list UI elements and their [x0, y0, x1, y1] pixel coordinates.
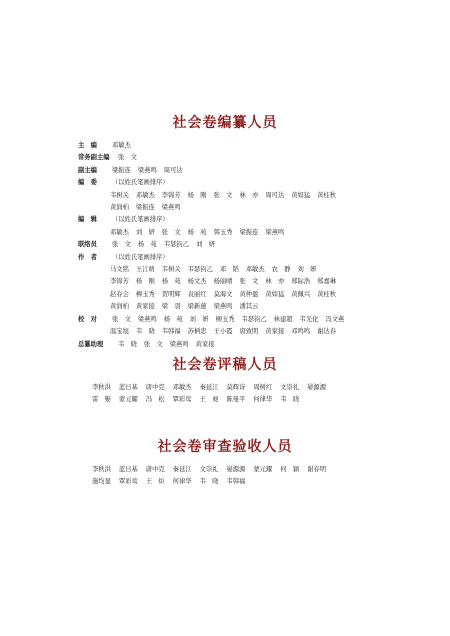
person-name: 梁振连 — [135, 204, 155, 212]
person-name: 杨 苑 — [161, 278, 181, 286]
person-name: 秦延江 — [172, 466, 192, 473]
person-name: 刘 妍 — [135, 228, 155, 236]
person-name: 黄家接 — [195, 340, 215, 348]
person-name: 黄桂秋 — [317, 191, 337, 199]
name-group — [112, 314, 378, 326]
person-name: 贺明辉 — [161, 290, 181, 298]
person-name: 王 炬 — [145, 478, 165, 486]
person-name: 蓝日基 — [118, 466, 138, 473]
role-row-liaison — [78, 239, 378, 251]
person-name: 苏柄忠 — [187, 328, 207, 336]
person-name: 韦树关 — [161, 266, 181, 274]
section-title-acceptance-staff: 社会卷审查验收人员 — [157, 439, 293, 455]
sort-note: （以姓氏笔画排序） — [112, 179, 169, 187]
person-name: 何律华 — [253, 396, 273, 404]
role-label: 联络员 — [78, 241, 97, 249]
person-name: 林 亦 — [239, 191, 259, 199]
person-name: 刘 妍 — [195, 241, 215, 249]
person-name: 覃彩鸾 — [118, 478, 138, 486]
person-name: 韦瑟钧乙 — [241, 315, 267, 323]
person-name: 周树红 — [253, 384, 273, 391]
person-name: 邓敏杰 — [110, 228, 129, 236]
person-name: 文崇礼 — [280, 384, 300, 391]
person-name: 农 静 — [271, 266, 291, 274]
role-label: 编 委 — [78, 179, 97, 187]
name-group — [92, 394, 382, 406]
name-group — [118, 339, 378, 351]
person-name: 柳玉秀 — [215, 315, 235, 323]
person-name: 刘 妍 — [297, 266, 317, 274]
person-name: 温宝旭 — [110, 328, 129, 336]
person-name: 李锦芳 — [110, 278, 129, 286]
sort-note: （以姓氏笔画排序） — [112, 216, 169, 224]
name-group — [78, 227, 378, 239]
role-label: 作 者 — [78, 253, 97, 261]
person-name: 黄家接 — [135, 303, 155, 311]
section-title-editorial-staff: 社会卷编纂人员 — [172, 115, 278, 131]
person-name: 邓敏杰 — [245, 266, 265, 274]
person-name: 韦瑟钧乙 — [163, 241, 189, 249]
person-name: 雷 娶 — [92, 396, 111, 404]
role-row-chief-editor — [78, 140, 378, 152]
person-name: 文崇礼 — [199, 466, 219, 473]
role-label: 副主编 — [78, 166, 97, 174]
person-name: 王小霞 — [213, 328, 233, 336]
person-name: 覃彩鸾 — [172, 396, 192, 404]
name-group — [78, 276, 378, 288]
role-row-authors — [78, 252, 378, 264]
person-name: 马文铭 — [110, 266, 129, 274]
person-name: 林 亦 — [265, 278, 285, 286]
person-name: 张 文 — [213, 191, 233, 199]
person-name: 邓敏杰 — [135, 191, 155, 199]
person-name: 施均显 — [92, 478, 111, 486]
name-group — [78, 264, 378, 276]
person-name: 刘 妍 — [189, 315, 209, 323]
role-row-editors — [78, 214, 378, 226]
person-name: 梁燕鸣 — [161, 204, 181, 212]
person-name: 柳玉秀 — [135, 290, 155, 298]
person-name: 韦 晓 — [135, 328, 155, 336]
person-name: 林建超 — [273, 315, 293, 323]
person-name: 韦 晓 — [280, 396, 300, 404]
name-group — [92, 464, 382, 476]
person-name: 韦 晓 — [199, 478, 219, 486]
person-name: 陈曼平 — [226, 396, 246, 404]
person-name: 杨 刚 — [135, 278, 155, 286]
person-name: 蓝日基 — [118, 384, 138, 391]
person-name: 梁燕鸣 — [137, 315, 157, 323]
person-name: 赵春会 — [110, 290, 129, 298]
person-name: 秦延江 — [199, 384, 219, 391]
person-name: 韦 晓 — [118, 340, 137, 348]
person-name: 谢春明 — [307, 466, 327, 473]
person-name: 韦光化 — [299, 315, 319, 323]
person-name: 韩玉秀 — [213, 228, 233, 236]
person-name: 韦韩福 — [226, 478, 246, 486]
name-group — [92, 476, 382, 488]
person-name: 杨丽晴 — [213, 278, 233, 286]
person-name: 周可达 — [265, 191, 285, 199]
name-group — [92, 382, 382, 394]
person-name: 袁丽红 — [187, 290, 207, 298]
person-name: 何 颖 — [280, 466, 300, 473]
role-label: 主 编 — [78, 142, 97, 149]
person-name: 周可达 — [163, 166, 183, 174]
person-name: 邓敏杰 — [172, 384, 192, 391]
person-name: 梁振连 — [239, 228, 259, 236]
person-name: 唐中克 — [145, 466, 165, 473]
person-name: 邓敏杰 — [112, 142, 131, 149]
role-row-committee — [78, 177, 378, 189]
person-name: 韦树关 — [110, 191, 129, 199]
name-group — [78, 301, 378, 313]
person-name: 冯 松 — [145, 396, 165, 404]
person-name: 冯文燕 — [325, 315, 345, 323]
person-name: 李秋洪 — [92, 384, 111, 391]
person-name: 梁燕鸣 — [137, 166, 157, 174]
person-name: 邓鸣鸣 — [291, 328, 311, 336]
person-name: 郑嘉琳 — [317, 278, 337, 286]
person-name: 黄仲盈 — [239, 290, 259, 298]
person-name: 韦瑟钧乙 — [187, 266, 213, 274]
person-name: 蒙元耀 — [253, 466, 273, 473]
name-group — [78, 202, 378, 214]
role-row-proofreaders — [78, 314, 378, 326]
name-group — [118, 152, 378, 164]
person-name: 蒙元耀 — [118, 396, 138, 404]
person-name: 梁燕鸣 — [213, 303, 233, 311]
name-group — [112, 140, 378, 152]
review-staff-list — [92, 382, 382, 406]
person-name: 莫海文 — [213, 290, 233, 298]
person-name: 张 文 — [118, 154, 137, 162]
person-name: 梁燕鸣 — [265, 228, 285, 236]
section-title-review-staff: 社会卷评稿人员 — [172, 357, 278, 373]
person-name: 黄如猛 — [265, 290, 285, 298]
person-name: 梁新蓮 — [187, 303, 207, 311]
person-name: 李秋洪 — [92, 466, 111, 473]
person-name: 梁 羽 — [161, 303, 181, 311]
person-name: 王江萌 — [135, 266, 155, 274]
role-label: 总纂助理 — [78, 340, 104, 348]
person-name: 黄家接 — [265, 328, 285, 336]
role-row-assistant — [78, 339, 378, 351]
person-name: 晏源源 — [307, 384, 327, 391]
person-name: 杨 苑 — [137, 241, 157, 249]
person-name: 韦韩福 — [161, 328, 181, 336]
sort-note: （以姓氏笔画排序） — [112, 253, 169, 261]
person-name: 唐致明 — [239, 328, 259, 336]
name-group — [112, 165, 378, 177]
role-label: 校 对 — [78, 315, 97, 323]
person-name: 黄润柏 — [110, 204, 129, 212]
person-name: 张 文 — [239, 278, 259, 286]
role-label: 常务副主编 — [78, 154, 110, 162]
person-name: 杨 苑 — [163, 315, 183, 323]
person-name: 莫辉诗 — [226, 384, 246, 391]
person-name: 谢达春 — [317, 328, 337, 336]
person-name: 晏源源 — [226, 466, 246, 473]
person-name: 潘其云 — [239, 303, 259, 311]
person-name: 张 文 — [112, 315, 131, 323]
person-name: 黄润柏 — [110, 303, 129, 311]
person-name: 张 文 — [143, 340, 163, 348]
person-name: 唐中克 — [145, 384, 165, 391]
person-name: 何律华 — [172, 478, 192, 486]
person-name: 李锦芳 — [161, 191, 181, 199]
name-group — [112, 239, 378, 251]
person-name: 杨文杰 — [187, 278, 207, 286]
person-name: 梁燕鸣 — [169, 340, 189, 348]
person-name: 张 文 — [161, 228, 181, 236]
person-name: 杨 苑 — [187, 228, 207, 236]
acceptance-staff-list — [92, 464, 382, 488]
name-group — [78, 326, 378, 338]
role-row-vice-editor — [78, 165, 378, 177]
name-group — [78, 289, 378, 301]
person-name: 杨 刚 — [187, 191, 207, 199]
person-name: 张 文 — [112, 241, 131, 249]
person-name: 黄桂秋 — [317, 290, 337, 298]
role-label: 编 辑 — [78, 216, 97, 224]
person-name: 黄佩兴 — [291, 290, 311, 298]
person-name: 王 昶 — [199, 396, 219, 404]
person-name: 郑际浩 — [291, 278, 311, 286]
editorial-staff-list — [78, 140, 378, 351]
role-row-executive-vice-editor — [78, 152, 378, 164]
person-name: 梁振连 — [112, 166, 131, 174]
name-group — [78, 190, 378, 202]
person-name: 黄如猛 — [291, 191, 311, 199]
person-name: 邓 韬 — [219, 266, 239, 274]
